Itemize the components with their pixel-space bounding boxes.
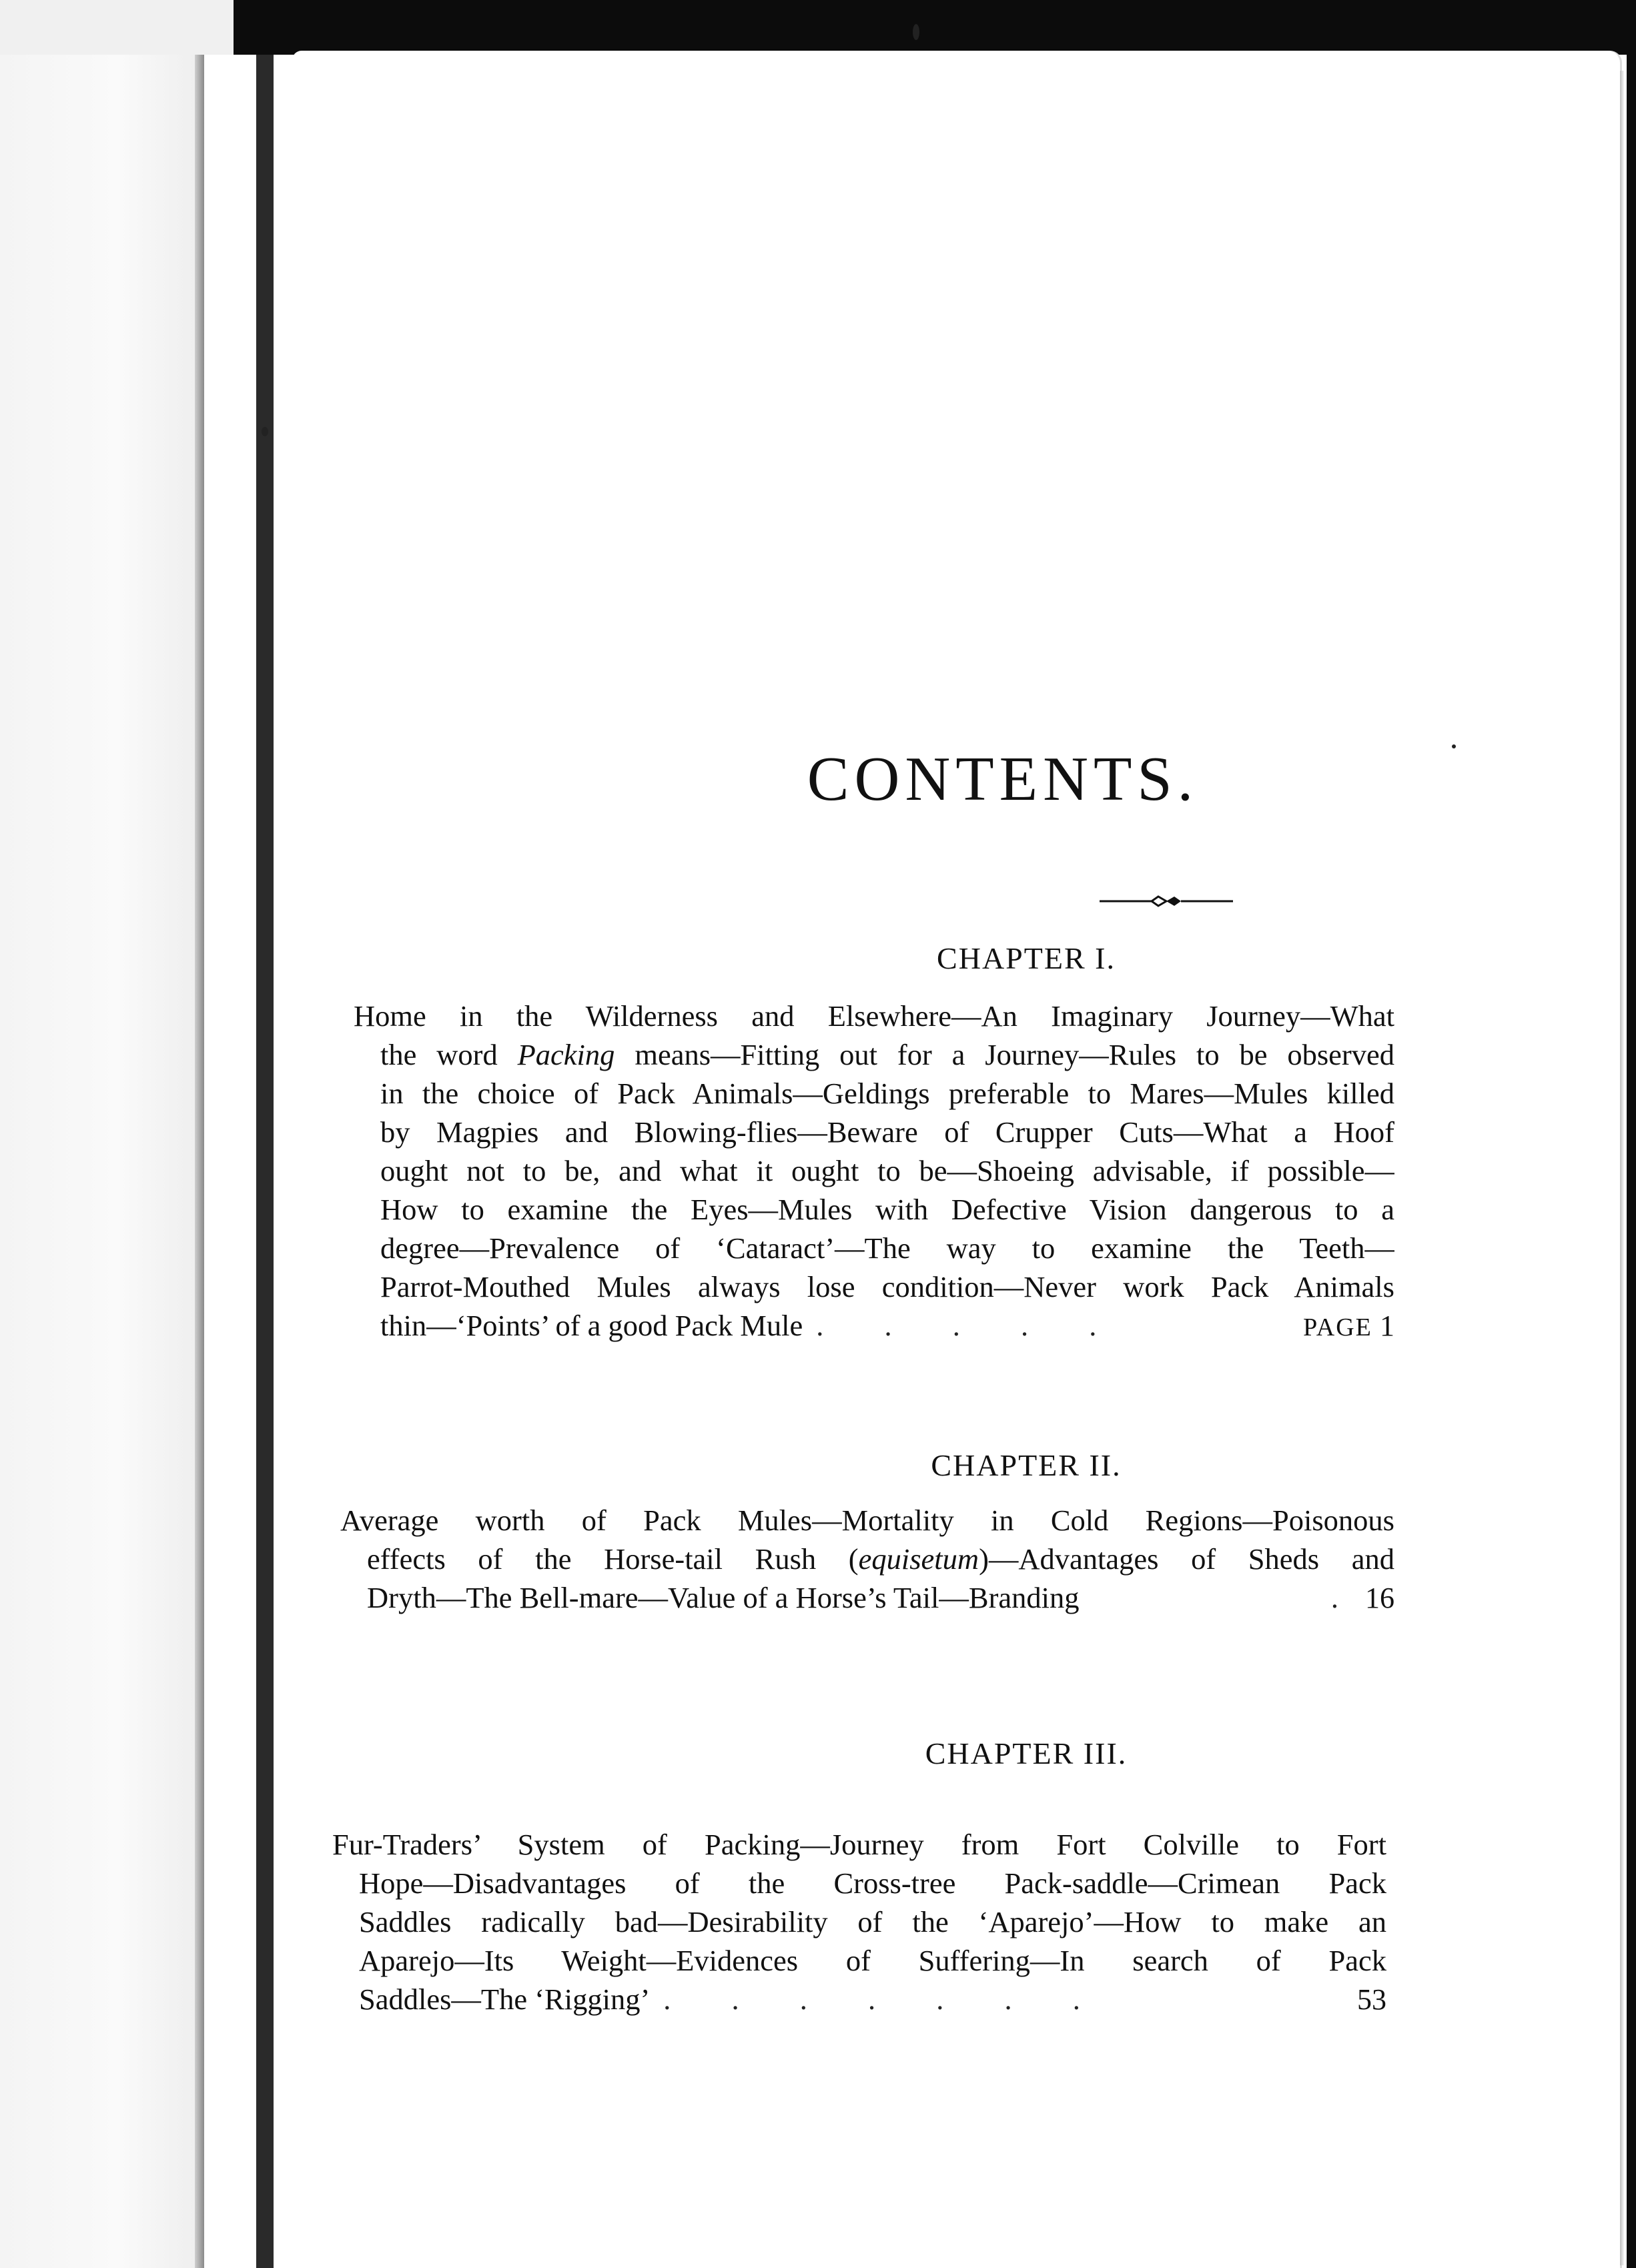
leader-dots: . . . . . . . (663, 1982, 1107, 2016)
chapter-summary-3 (332, 1825, 1386, 2019)
summary-line: Fur-Traders’ System of Packing—Journey from Fort Colville to Fort (332, 1828, 1386, 1861)
chapter-summary-1 (354, 997, 1394, 1345)
summary-line: Average worth of Pack Mules—Mortality in Cold Regions—Poisonous (340, 1504, 1394, 1537)
page-label: PAGE (1303, 1313, 1372, 1341)
leader-dots: . . . . . (816, 1309, 1124, 1342)
chapter-heading-3: CHAPTER III. (925, 1736, 1128, 1770)
summary-line: Aparejo—Its Weight—Evidences of Suffering—In search of Pack (359, 1944, 1386, 1977)
summary-line: degree—Prevalence of ‘Cataract’—The way to examine the Teeth— (380, 1231, 1394, 1265)
book-gutter (204, 0, 292, 2268)
scan-top-border (0, 0, 1636, 55)
page-number: 1 (1380, 1309, 1394, 1342)
summary-line: Saddles radically bad—Desirability of the ‘Aparejo’—How to make an (359, 1905, 1386, 1938)
page-number: 53 (1357, 1983, 1386, 2016)
facing-page (0, 0, 200, 2268)
summary-line: by Magpies and Blowing-flies—Beware of Crupper Cuts—What a Hoof (380, 1115, 1394, 1149)
summary-line: Parrot-Mouthed Mules always lose condition—Never work Pack Animals (380, 1270, 1394, 1303)
leader-dots: . (1330, 1581, 1365, 1614)
page-title: CONTENTS. (807, 744, 1199, 814)
scan-speck (262, 427, 268, 436)
summary-line: How to examine the Eyes—Mules with Defective Vision dangerous to a (380, 1193, 1394, 1226)
summary-last-line: thin—‘Points’ of a good Pack Mule . . . . . PAGE 1 (380, 1306, 1394, 1345)
facing-page-edge (195, 0, 204, 2268)
chapter-heading-2: CHAPTER II. (931, 1448, 1122, 1482)
summary-line: in the choice of Pack Animals—Geldings preferable to Mares—Mules killed (380, 1077, 1394, 1110)
ornament-divider (1100, 893, 1233, 910)
summary-line: Home in the Wilderness and Elsewhere—An Imaginary Journey—What (354, 999, 1394, 1033)
contents-page (292, 51, 1620, 2268)
page-edge (1620, 71, 1624, 2265)
summary-last-line: Saddles—The ‘Rigging’ . . . . . . . 53 (359, 1980, 1386, 2019)
chapter-summary-2 (340, 1501, 1394, 1617)
scan-right-border (1627, 0, 1636, 2268)
chapter-heading-1: CHAPTER I. (937, 941, 1116, 975)
scan-speck (1452, 744, 1456, 748)
summary-line: ought not to be, and what it ought to be—Shoeing advisable, if possible— (380, 1154, 1394, 1187)
summary-line: Hope—Disadvantages of the Cross-tree Pack-saddle—Crimean Pack (359, 1866, 1386, 1900)
scan-speck (913, 24, 919, 40)
summary-line: the word Packing means—Fitting out for a Journey—Rules to be observed (380, 1038, 1394, 1071)
summary-line: effects of the Horse-tail Rush (equisetum)—Advantages of Sheds and (367, 1542, 1394, 1576)
gutter-shadow (256, 47, 274, 2268)
page-number: 16 (1365, 1582, 1394, 1614)
summary-last-line: Dryth—The Bell-mare—Value of a Horse’s Tail—Branding . 16 (367, 1578, 1394, 1617)
